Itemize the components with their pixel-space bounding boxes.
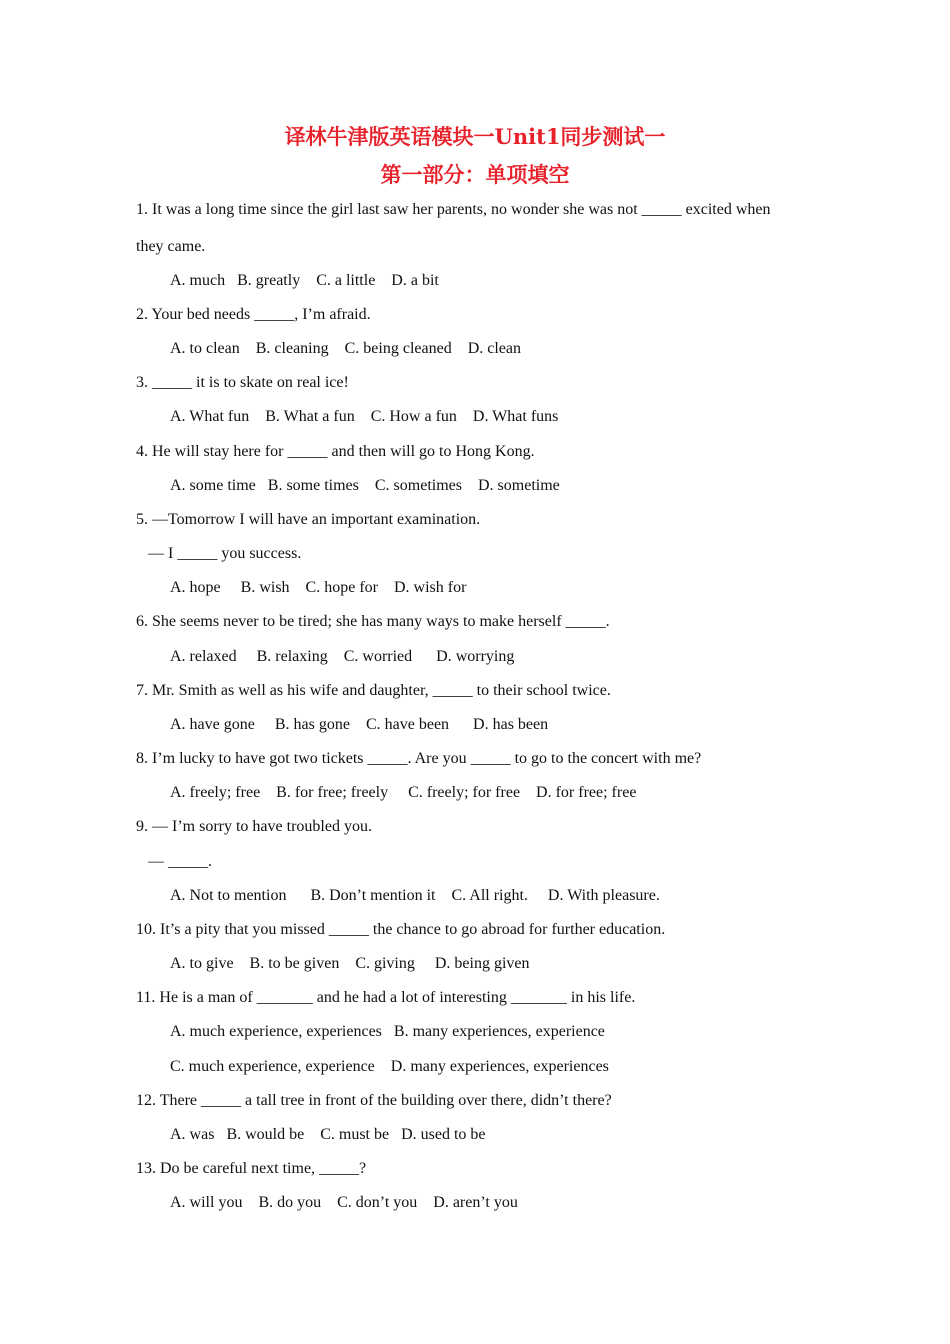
question-2: 2. Your bed needs _____, I’m afraid. xyxy=(136,306,371,323)
question-11: 11. He is a man of _______ and he had a lot of interesting _______ in his life. xyxy=(136,989,636,1006)
question-11-options-cd: C. much experience, experience D. many experiences, experiences xyxy=(170,1058,609,1075)
question-13: 13. Do be careful next time, _____? xyxy=(136,1160,367,1177)
question-7: 7. Mr. Smith as well as his wife and daughter, _____ to their school twice. xyxy=(136,682,611,699)
question-1-continued: they came. xyxy=(136,238,206,255)
question-9: 9. — I’m sorry to have troubled you. xyxy=(136,818,372,835)
question-3-options: A. What fun B. What a fun C. How a fun D. What funs xyxy=(170,408,559,425)
section-heading: 第一部分：单项填空 xyxy=(380,162,570,187)
question-13-options: A. will you B. do you C. don’t you D. aren’t you xyxy=(170,1194,518,1211)
question-12: 12. There _____ a tall tree in front of the building over there, didn’t there? xyxy=(136,1092,612,1109)
question-10: 10. It’s a pity that you missed _____ the chance to go abroad for further education. xyxy=(136,921,666,938)
question-8: 8. I’m lucky to have got two tickets _____. Are you _____ to go to the concert with me? xyxy=(136,750,702,767)
question-5: 5. —Tomorrow I will have an important examination. xyxy=(136,511,481,528)
question-12-options: A. was B. would be C. must be D. used to be xyxy=(170,1126,486,1143)
question-4: 4. He will stay here for _____ and then will go to Hong Kong. xyxy=(136,443,535,460)
question-1-options: A. much B. greatly C. a little D. a bit xyxy=(170,272,439,289)
question-9-options: A. Not to mention B. Don’t mention it C. All right. D. With pleasure. xyxy=(170,887,660,904)
question-3: 3. _____ it is to skate on real ice! xyxy=(136,374,349,391)
question-10-options: A. to give B. to be given C. giving D. being given xyxy=(170,955,530,972)
question-8-options: A. freely; free B. for free; freely C. freely; for free D. for free; free xyxy=(170,784,637,801)
document-title: 译林牛津版英语模块一Unit1同步测试一 xyxy=(284,124,666,149)
question-2-options: A. to clean B. cleaning C. being cleaned D. clean xyxy=(170,340,521,357)
question-4-options: A. some time B. some times C. sometimes D. sometime xyxy=(170,477,560,494)
question-7-options: A. have gone B. has gone C. have been D. has been xyxy=(170,716,549,733)
question-9-reply: — _____. xyxy=(148,853,212,870)
question-5-reply: — I _____ you success. xyxy=(148,545,302,562)
question-6-options: A. relaxed B. relaxing C. worried D. worrying xyxy=(170,648,515,665)
question-11-options-ab: A. much experience, experiences B. many experiences, experience xyxy=(170,1023,605,1040)
question-1: 1. It was a long time since the girl last saw her parents, no wonder she was not _____ excited when xyxy=(136,201,771,218)
question-5-options: A. hope B. wish C. hope for D. wish for xyxy=(170,579,467,596)
question-6: 6. She seems never to be tired; she has many ways to make herself _____. xyxy=(136,613,610,630)
